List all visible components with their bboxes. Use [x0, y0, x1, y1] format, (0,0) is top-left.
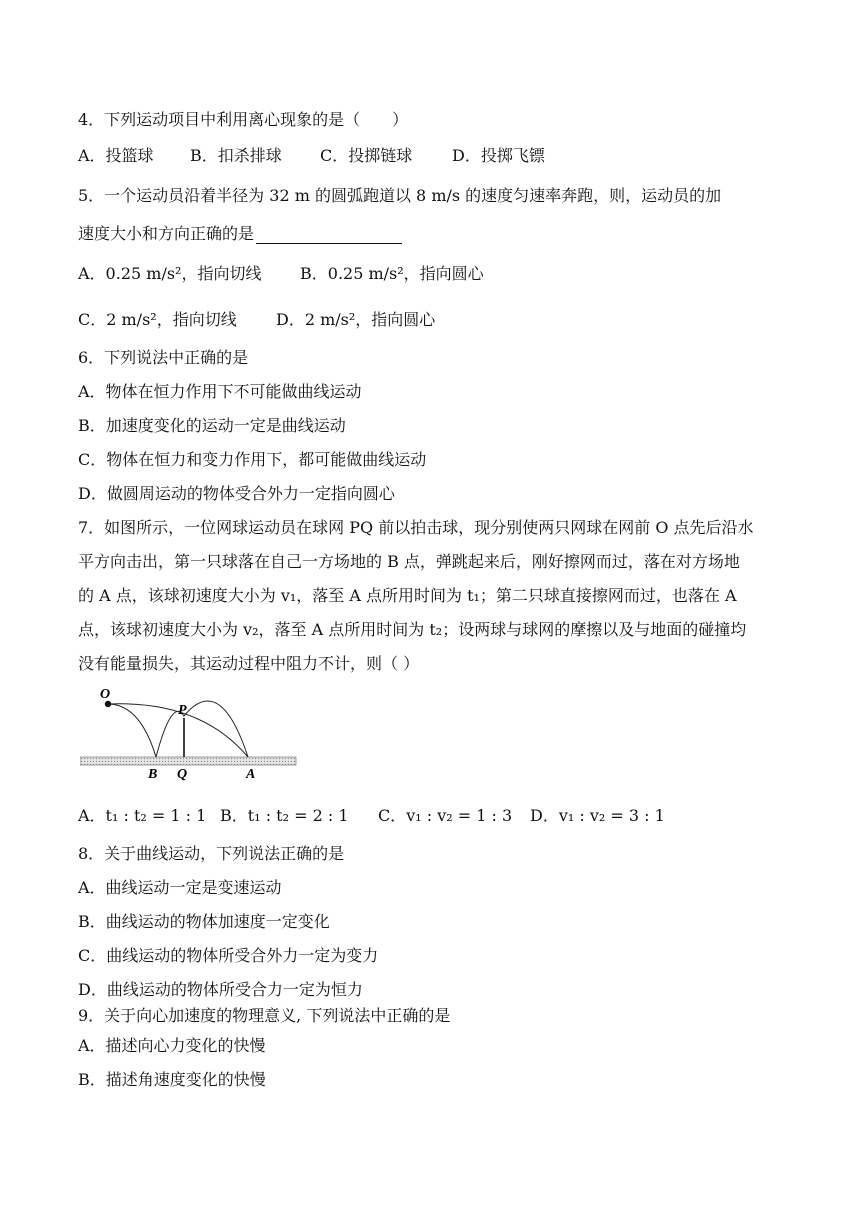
q4-option-b: B．扣杀排球	[190, 146, 282, 165]
q4-option-c: C．投掷链球	[320, 146, 413, 165]
tennis-trajectory-diagram	[80, 682, 300, 782]
q7-stem-line5: 没有能量损失，其运动过程中阻力不计，则（ ）	[78, 654, 420, 673]
q6-stem: 6．下列说法中正确的是	[78, 348, 249, 367]
trajectory-o-to-b	[108, 704, 156, 757]
q6-option-b: B．加速度变化的运动一定是曲线运动	[78, 416, 346, 435]
label-a: A	[246, 767, 256, 782]
q9-option-a: A．描述向心力变化的快慢	[78, 1036, 266, 1055]
q6-option-c: C．物体在恒力和变力作用下，都可能做曲线运动	[78, 450, 427, 469]
q5-option-b: B．0.25 m/s²，指向圆心	[300, 264, 484, 283]
q8-option-d: D．曲线运动的物体所受合力一定为恒力	[78, 980, 363, 999]
q7-stem-line4: 点，该球初速度大小为 v₂，落至 A 点所用时间为 t₂；设两球与球网的摩擦以及与地面的碰撞均	[78, 620, 747, 639]
label-p: P	[178, 703, 187, 718]
q6-option-a: A．物体在恒力作用下不可能做曲线运动	[78, 382, 362, 401]
q4-stem: 4．下列运动项目中利用离心现象的是（ ）	[78, 110, 409, 129]
q4-option-a: A．投篮球	[78, 146, 154, 165]
q8-option-b: B．曲线运动的物体加速度一定变化	[78, 912, 330, 931]
q9-stem: 9．关于向心加速度的物理意义, 下列说法中正确的是	[78, 1006, 451, 1025]
q5-option-a: A．0.25 m/s²，指向切线	[78, 264, 262, 283]
q7-option-b: B．t₁ : t₂ = 2 : 1	[220, 806, 349, 825]
q7-stem-line3: 的 A 点，该球初速度大小为 v₁，落至 A 点所用时间为 t₁；第二只球直接擦网而过，也落在 A	[78, 586, 737, 605]
q7-option-c: C．v₁ : v₂ = 1 : 3	[378, 806, 513, 825]
q8-stem: 8．关于曲线运动，下列说法正确的是	[78, 844, 345, 863]
q7-option-a: A．t₁ : t₂ = 1 : 1	[78, 806, 207, 825]
q5-stem-text: 速度大小和方向正确的是	[78, 224, 255, 243]
answer-blank	[256, 227, 402, 244]
q8-option-a: A．曲线运动一定是变速运动	[78, 878, 282, 897]
q6-option-d: D．做圆周运动的物体受合外力一定指向圆心	[78, 484, 395, 503]
q5-stem-line1: 5．一个运动员沿着半径为 32 m 的圆弧跑道以 8 m/s 的速度匀速率奔跑，则，运动员的加	[78, 186, 722, 205]
q4-option-d: D．投掷飞镖	[452, 146, 545, 165]
q5-stem-line2	[78, 224, 402, 244]
q9-option-b: B．描述角速度变化的快慢	[78, 1070, 266, 1089]
q7-stem-line1: 7．如图所示，一位网球运动员在球网 PQ 前以拍击球，现分别使两只网球在网前 O 点先后沿水	[78, 518, 754, 537]
q7-stem-line2: 平方向击出，第一只球落在自己一方场地的 B 点，弹跳起来后，刚好擦网而过，落在对方场地	[78, 552, 740, 571]
label-b: B	[148, 767, 158, 782]
q7-option-d: D．v₁ : v₂ = 3 : 1	[530, 806, 665, 825]
q5-option-d: D．2 m/s²，指向圆心	[276, 310, 436, 329]
ground	[80, 757, 296, 765]
q5-option-c: C．2 m/s²，指向切线	[78, 310, 237, 329]
q8-option-c: C．曲线运动的物体所受合外力一定为变力	[78, 946, 379, 965]
label-q: Q	[177, 767, 188, 782]
label-o: O	[100, 687, 111, 702]
